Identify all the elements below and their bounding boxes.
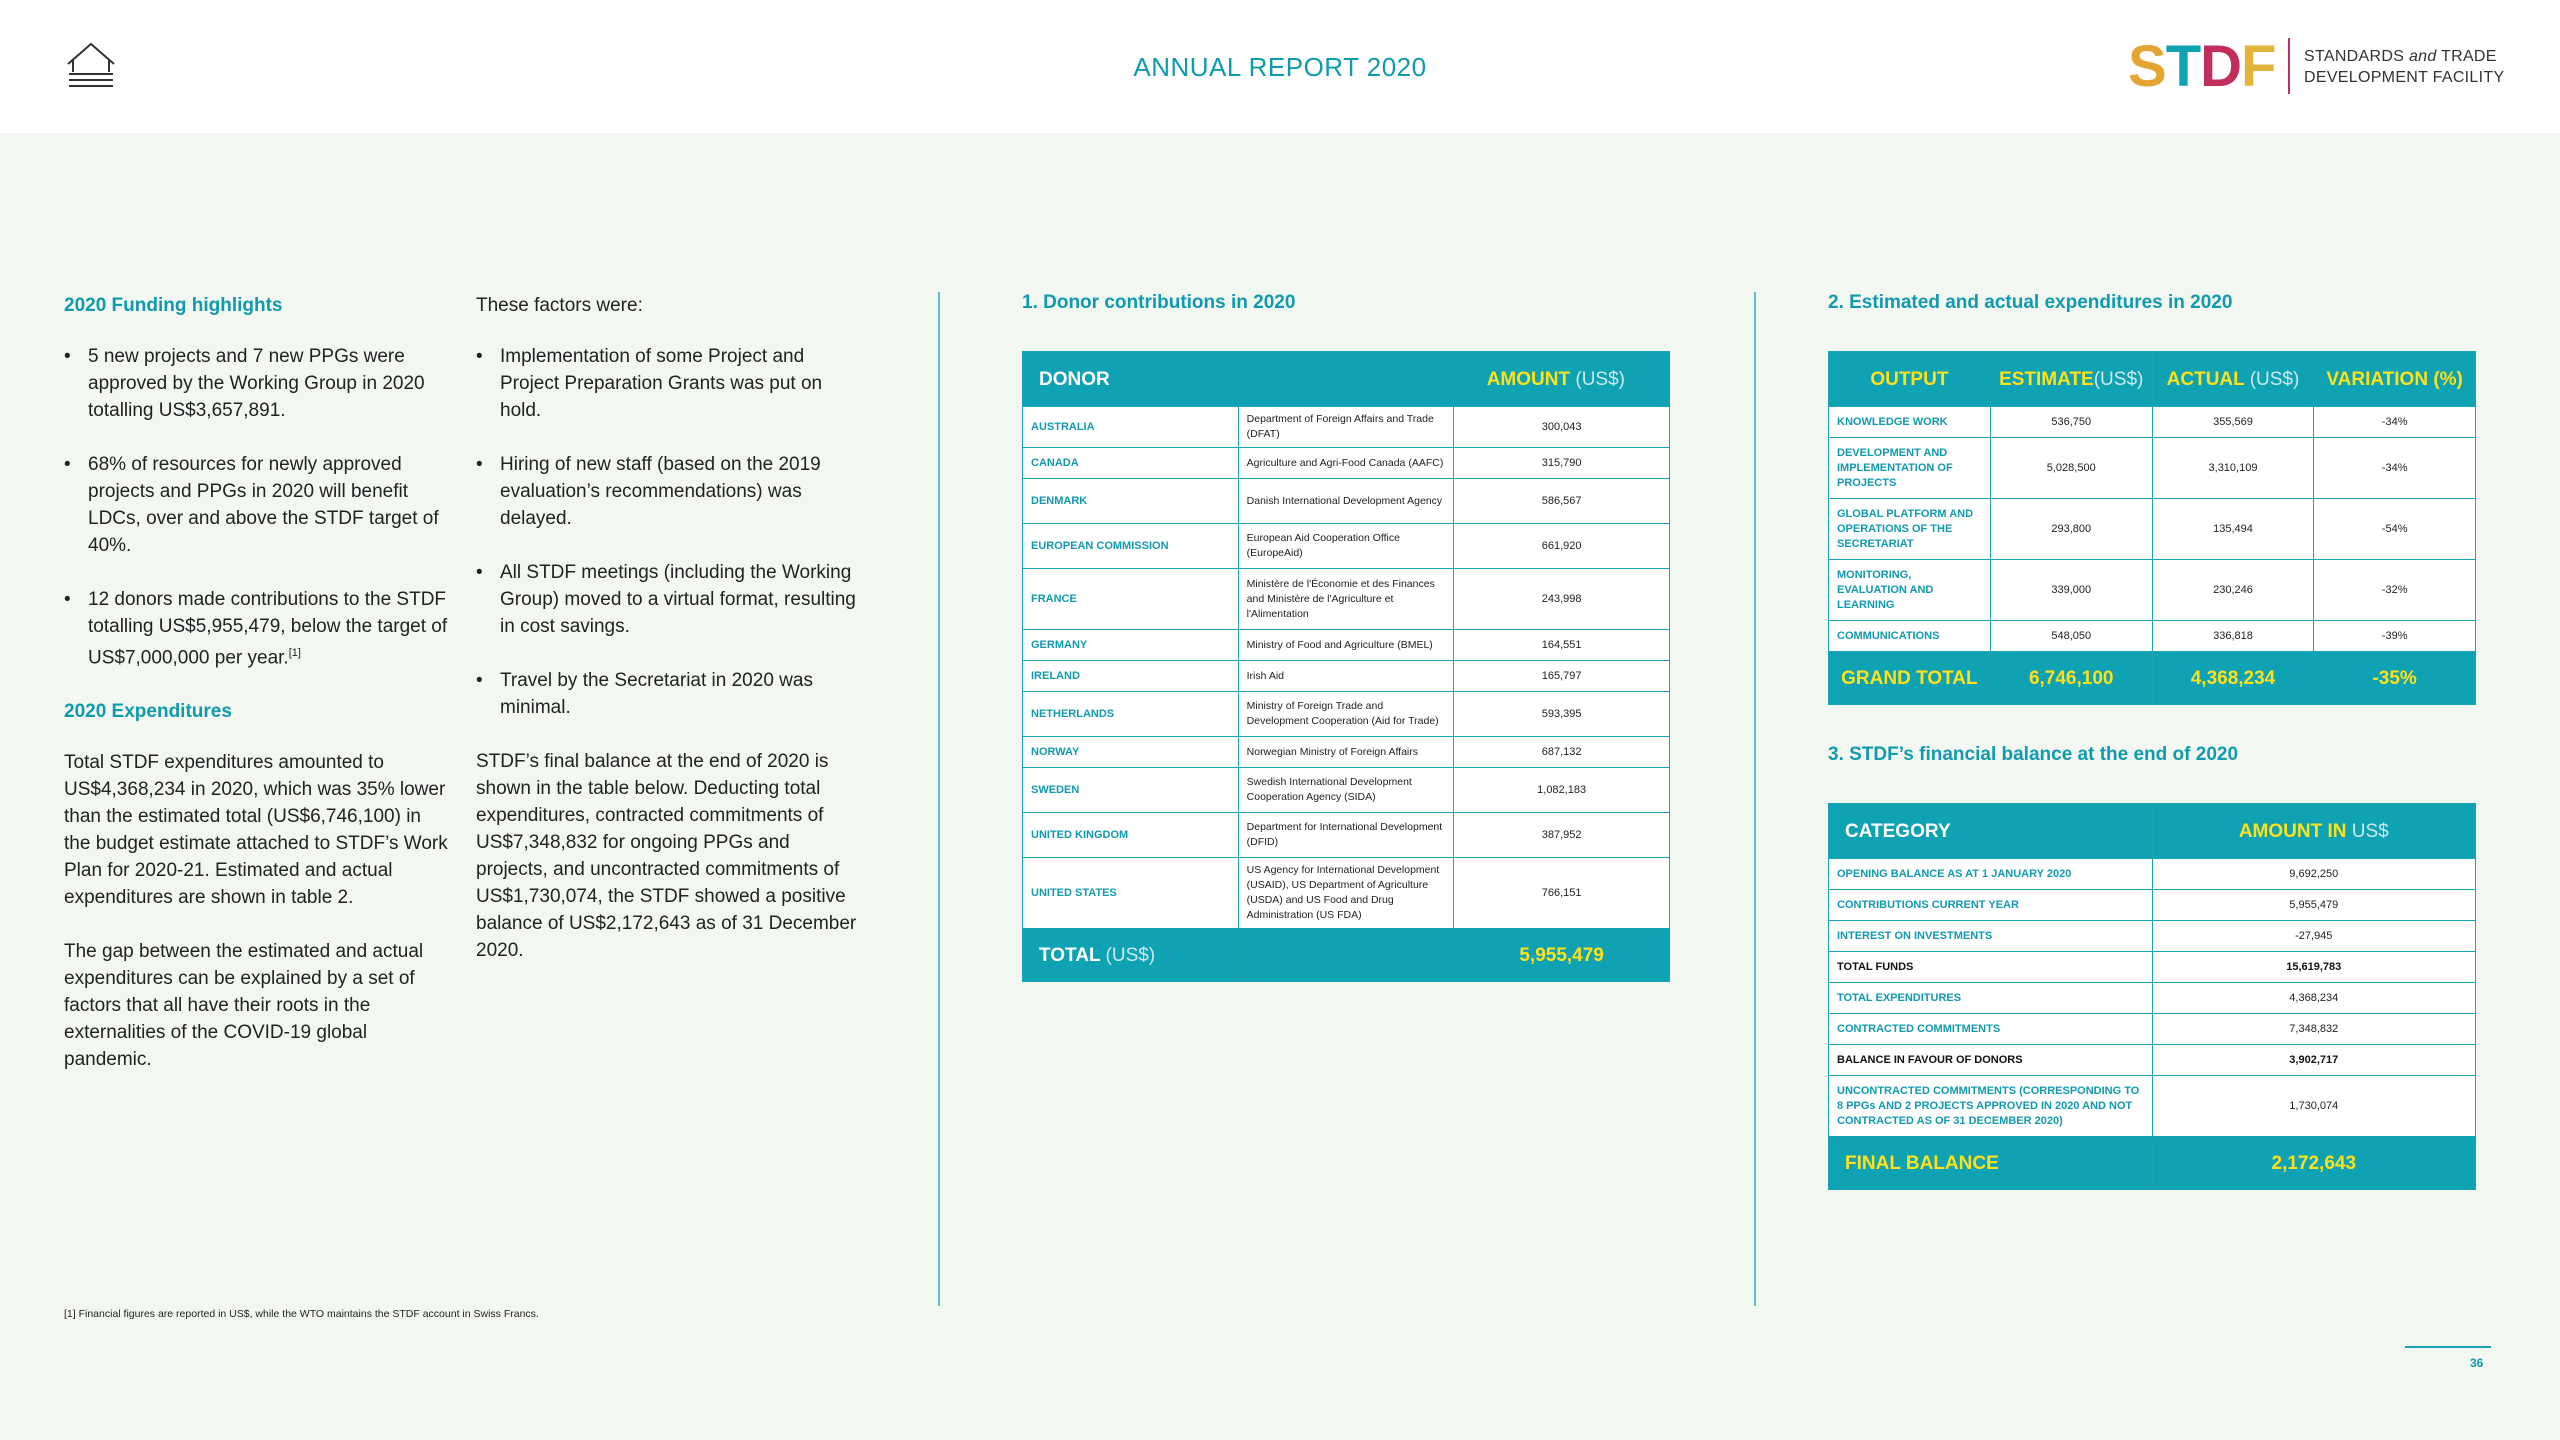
table-header-row [1829,352,2476,407]
report-title: ANNUAL REPORT 2020 [1133,52,1427,82]
variation-value: -32% [2314,560,2476,621]
donor-table-title: 1. Donor contributions in 2020 [1022,292,1296,313]
category-name: OPENING BALANCE AS AT 1 JANUARY 2020 [1829,859,2153,890]
donor-agency: Agriculture and Agri-Food Canada (AAFC) [1238,448,1454,479]
category-name: CONTRIBUTIONS CURRENT YEAR [1829,890,2153,921]
expenditures-heading: 2020 Expenditures [64,701,232,723]
output-name: MONITORING, EVALUATION AND LEARNING [1829,560,1991,621]
category-column-header [1829,804,2153,859]
table-row [1829,921,2476,952]
financial-balance-table [1828,803,2476,1190]
variation-column-header [2314,352,2476,407]
balance-table-title: 3. STDF’s financial balance at the end of 2020 [1828,744,2239,765]
grand-total-estimate: 6,746,100 [1990,652,2152,705]
logo-text [2304,46,2524,88]
logo-divider [2288,38,2290,94]
factors-intro: These factors were: [476,295,643,316]
donor-name: DENMARK [1023,479,1239,524]
actual-value: 355,569 [2152,407,2314,438]
output-name: COMMUNICATIONS [1829,621,1991,652]
estimate-value: 536,750 [1990,407,2152,438]
estimate-value: 5,028,500 [1990,438,2152,499]
table-row [1023,479,1670,524]
category-amount: 5,955,479 [2152,890,2475,921]
header-label: DONOR [1039,368,1110,390]
actual-value: 336,818 [2152,621,2314,652]
bullet-text: 68% of resources for newly approved projects and PPGs in 2020 will benefit LDCs, over and above the STDF target of 40%. [88,454,439,556]
total-row [1023,929,1670,982]
variation-value: -54% [2314,499,2476,560]
table-header-row [1023,352,1670,407]
donor-amount: 300,043 [1454,407,1670,448]
list-item [64,343,448,424]
table-row [1023,858,1670,929]
donor-name: UNITED KINGDOM [1023,813,1239,858]
table-row [1023,524,1670,569]
donor-agency: Ministry of Food and Agriculture (BMEL) [1238,630,1454,661]
bullet-text: Hiring of new staff (based on the 2019 evaluation’s recommendations) was delayed. [500,454,821,529]
header-label: AMOUNT [1486,368,1571,390]
donor-name: EUROPEAN COMMISSION [1023,524,1239,569]
donor-amount: 315,790 [1454,448,1670,479]
logo-and: and [2408,48,2437,65]
table-row [1023,768,1670,813]
donor-agency: Irish Aid [1238,661,1454,692]
header-label: CATEGORY [1845,820,1951,842]
output-name: KNOWLEDGE WORK [1829,407,1991,438]
donor-agency: US Agency for International Development (USAID), US Department of Agriculture (USDA) and US Food and Drug Administration (US FDA) [1238,858,1454,929]
estimate-value: 293,800 [1990,499,2152,560]
donor-agency: Department of Foreign Affairs and Trade (DFAT) [1238,407,1454,448]
table-row [1023,448,1670,479]
logo-line1b: TRADE [2441,48,2497,65]
donor-agency: Ministère de l'Économie et des Finances and Ministère de l'Agriculture et l'Alimentation [1238,569,1454,630]
footnote-ref[interactable]: [1] [288,647,301,659]
category-amount: 15,619,783 [2152,952,2475,983]
donor-name: IRELAND [1023,661,1239,692]
donor-name: NORWAY [1023,737,1239,768]
table-row [1829,983,2476,1014]
grand-total-actual: 4,368,234 [2152,652,2314,705]
output-name: DEVELOPMENT AND IMPLEMENTATION OF PROJECTS [1829,438,1991,499]
donor-agency: Swedish International Development Cooperation Agency (SIDA) [1238,768,1454,813]
category-amount: -27,945 [2152,921,2475,952]
table-row [1023,407,1670,448]
footnote: [1] Financial figures are reported in US$, while the WTO maintains the STDF account in Swiss Francs. [64,1308,539,1320]
table-row [1829,438,2476,499]
table-row [1829,1045,2476,1076]
output-column-header [1829,352,1991,407]
logo-line1: STANDARDS [2304,48,2405,65]
table-row [1023,661,1670,692]
factors-list [476,343,860,721]
table-row [1829,621,2476,652]
donor-amount: 586,567 [1454,479,1670,524]
expenditures-table [1828,351,2476,705]
category-name: TOTAL EXPENDITURES [1829,983,2153,1014]
list-item [476,343,860,424]
logo-letter-s: S [2128,34,2166,99]
donor-name: CANADA [1023,448,1239,479]
page-number: 36 [2470,1356,2484,1370]
grand-total-variation: -35% [2314,652,2476,705]
bullet-text: 5 new projects and 7 new PPGs were approved by the Working Group in 2020 totalling US$3,657,891. [88,346,425,421]
logo-line2: DEVELOPMENT FACILITY [2304,69,2505,86]
middle-column [476,292,860,991]
table-row [1829,1076,2476,1137]
final-balance-label: FINAL BALANCE [1829,1137,2153,1190]
donor-agency: Ministry of Foreign Trade and Development Cooperation (Aid for Trade) [1238,692,1454,737]
category-name: TOTAL FUNDS [1829,952,2153,983]
final-balance-row [1829,1137,2476,1190]
header-unit: (US$) [2093,368,2144,390]
donor-name: SWEDEN [1023,768,1239,813]
list-item [64,451,448,559]
donor-name: NETHERLANDS [1023,692,1239,737]
grand-total-row [1829,652,2476,705]
total-label: TOTAL [1039,944,1101,966]
donor-amount: 165,797 [1454,661,1670,692]
category-amount: 1,730,074 [2152,1076,2475,1137]
table-row [1829,499,2476,560]
list-item [476,559,860,640]
actual-value: 3,310,109 [2152,438,2314,499]
donor-amount: 243,998 [1454,569,1670,630]
estimate-column-header [1990,352,2152,407]
final-balance-paragraph: STDF’s final balance at the end of 2020 is shown in the table below. Deducting total expenditures, contracted commitments of US$7,348,832 for ongoing PPGs and projects, and uncontracted commitments of US$1,730,074, the STDF showed a positive balance of US$2,172,643 as of 31 December 2020. [476,751,857,961]
grand-total-label: GRAND TOTAL [1829,652,1991,705]
donor-agency: Norwegian Ministry of Foreign Affairs [1238,737,1454,768]
empty-cell [1238,929,1454,982]
category-name: INTEREST ON INVESTMENTS [1829,921,2153,952]
donor-amount: 164,551 [1454,630,1670,661]
table-row [1023,630,1670,661]
header-unit: (US$) [1575,368,1625,390]
total-unit: (US$) [1105,944,1156,966]
amount-column-header [1454,352,1670,407]
donor-name: UNITED STATES [1023,858,1239,929]
header-unit: (US$) [2249,368,2300,390]
donor-agency: European Aid Cooperation Office (EuropeAid) [1238,524,1454,569]
category-name: BALANCE IN FAVOUR OF DONORS [1829,1045,2153,1076]
left-column [64,292,448,1100]
variation-value: -39% [2314,621,2476,652]
list-item [476,451,860,532]
donor-amount: 593,395 [1454,692,1670,737]
category-amount: 3,902,717 [2152,1045,2475,1076]
table-header-row [1829,804,2476,859]
header-label: OUTPUT [1870,368,1949,390]
donor-name: AUSTRALIA [1023,407,1239,448]
variation-value: -34% [2314,407,2476,438]
variation-value: -34% [2314,438,2476,499]
category-name: CONTRACTED COMMITMENTS [1829,1014,2153,1045]
actual-column-header [2152,352,2314,407]
donor-amount: 687,132 [1454,737,1670,768]
total-value: 5,955,479 [1454,929,1670,982]
table-row [1829,952,2476,983]
total-label-cell [1023,929,1239,982]
output-name: GLOBAL PLATFORM AND OPERATIONS OF THE SECRETARIAT [1829,499,1991,560]
list-item [64,586,448,671]
table-row [1829,859,2476,890]
donor-amount: 387,952 [1454,813,1670,858]
actual-value: 230,246 [2152,560,2314,621]
category-amount: 4,368,234 [2152,983,2475,1014]
gap-paragraph: The gap between the estimated and actual expenditures can be explained by a set of factors that all have their roots in the externalities of the COVID-19 global pandemic. [64,941,424,1071]
page-number-rule [2405,1346,2491,1348]
header-label: ACTUAL [2166,368,2245,390]
estimate-value: 548,050 [1990,621,2152,652]
final-balance-value: 2,172,643 [2152,1137,2475,1190]
bullet-text: 12 donors made contributions to the STDF totalling US$5,955,479, below the target of US$7,000,000 per year. [88,589,448,669]
actual-value: 135,494 [2152,499,2314,560]
logo-letter-f: F [2241,34,2276,99]
estimate-value: 339,000 [1990,560,2152,621]
table-row [1829,407,2476,438]
donor-agency: Department for International Development (DFID) [1238,813,1454,858]
expenditures-paragraph: Total STDF expenditures amounted to US$4,368,234 in 2020, which was 35% lower than the estimated total (US$6,746,100) in the budget estimate attached to STDF’s Work Plan for 2020-21. Estimated and actual expenditures are shown in table 2. [64,752,448,909]
funding-highlights-heading: 2020 Funding highlights [64,295,283,316]
donor-column-header [1023,352,1454,407]
bullet-text: Travel by the Secretariat in 2020 was minimal. [500,670,813,718]
bullet-text: Implementation of some Project and Project Preparation Grants was put on hold. [500,346,823,421]
header-label: VARIATION (%) [2326,368,2463,390]
amount-column-header [2152,804,2475,859]
funding-highlights-list [64,343,448,671]
table-row [1829,560,2476,621]
donor-contributions-table [1022,351,1670,982]
table-row [1023,813,1670,858]
donor-amount: 1,082,183 [1454,768,1670,813]
donor-agency: Danish International Development Agency [1238,479,1454,524]
header-bar [0,0,2560,133]
table-row [1023,692,1670,737]
logo-letter-t: T [2165,34,2201,99]
header-label: AMOUNT IN [2238,820,2347,842]
donor-amount: 661,920 [1454,524,1670,569]
table-row [1829,1014,2476,1045]
category-amount: 9,692,250 [2152,859,2475,890]
table-row [1023,569,1670,630]
logo-letter-d: D [2200,34,2242,99]
category-name: UNCONTRACTED COMMITMENTS (CORRESPONDING TO 8 PPGs AND 2 PROJECTS APPROVED IN 2020 AND NOT CONTRACTED AS OF 31 DECEMBER 2020) [1829,1076,2153,1137]
donor-amount: 766,151 [1454,858,1670,929]
header-label: ESTIMATE [1999,368,2094,390]
bullet-text: All STDF meetings (including the Working Group) moved to a virtual format, resulting in cost savings. [500,562,856,637]
table-row [1829,890,2476,921]
table-row [1023,737,1670,768]
column-divider [1754,292,1756,1306]
donor-name: FRANCE [1023,569,1239,630]
expenditures-table-title: 2. Estimated and actual expenditures in 2020 [1828,292,2233,313]
donor-name: GERMANY [1023,630,1239,661]
logo-letters [2128,36,2275,98]
column-divider [938,292,940,1306]
category-amount: 7,348,832 [2152,1014,2475,1045]
list-item [476,667,860,721]
header-unit: US$ [2351,820,2389,842]
